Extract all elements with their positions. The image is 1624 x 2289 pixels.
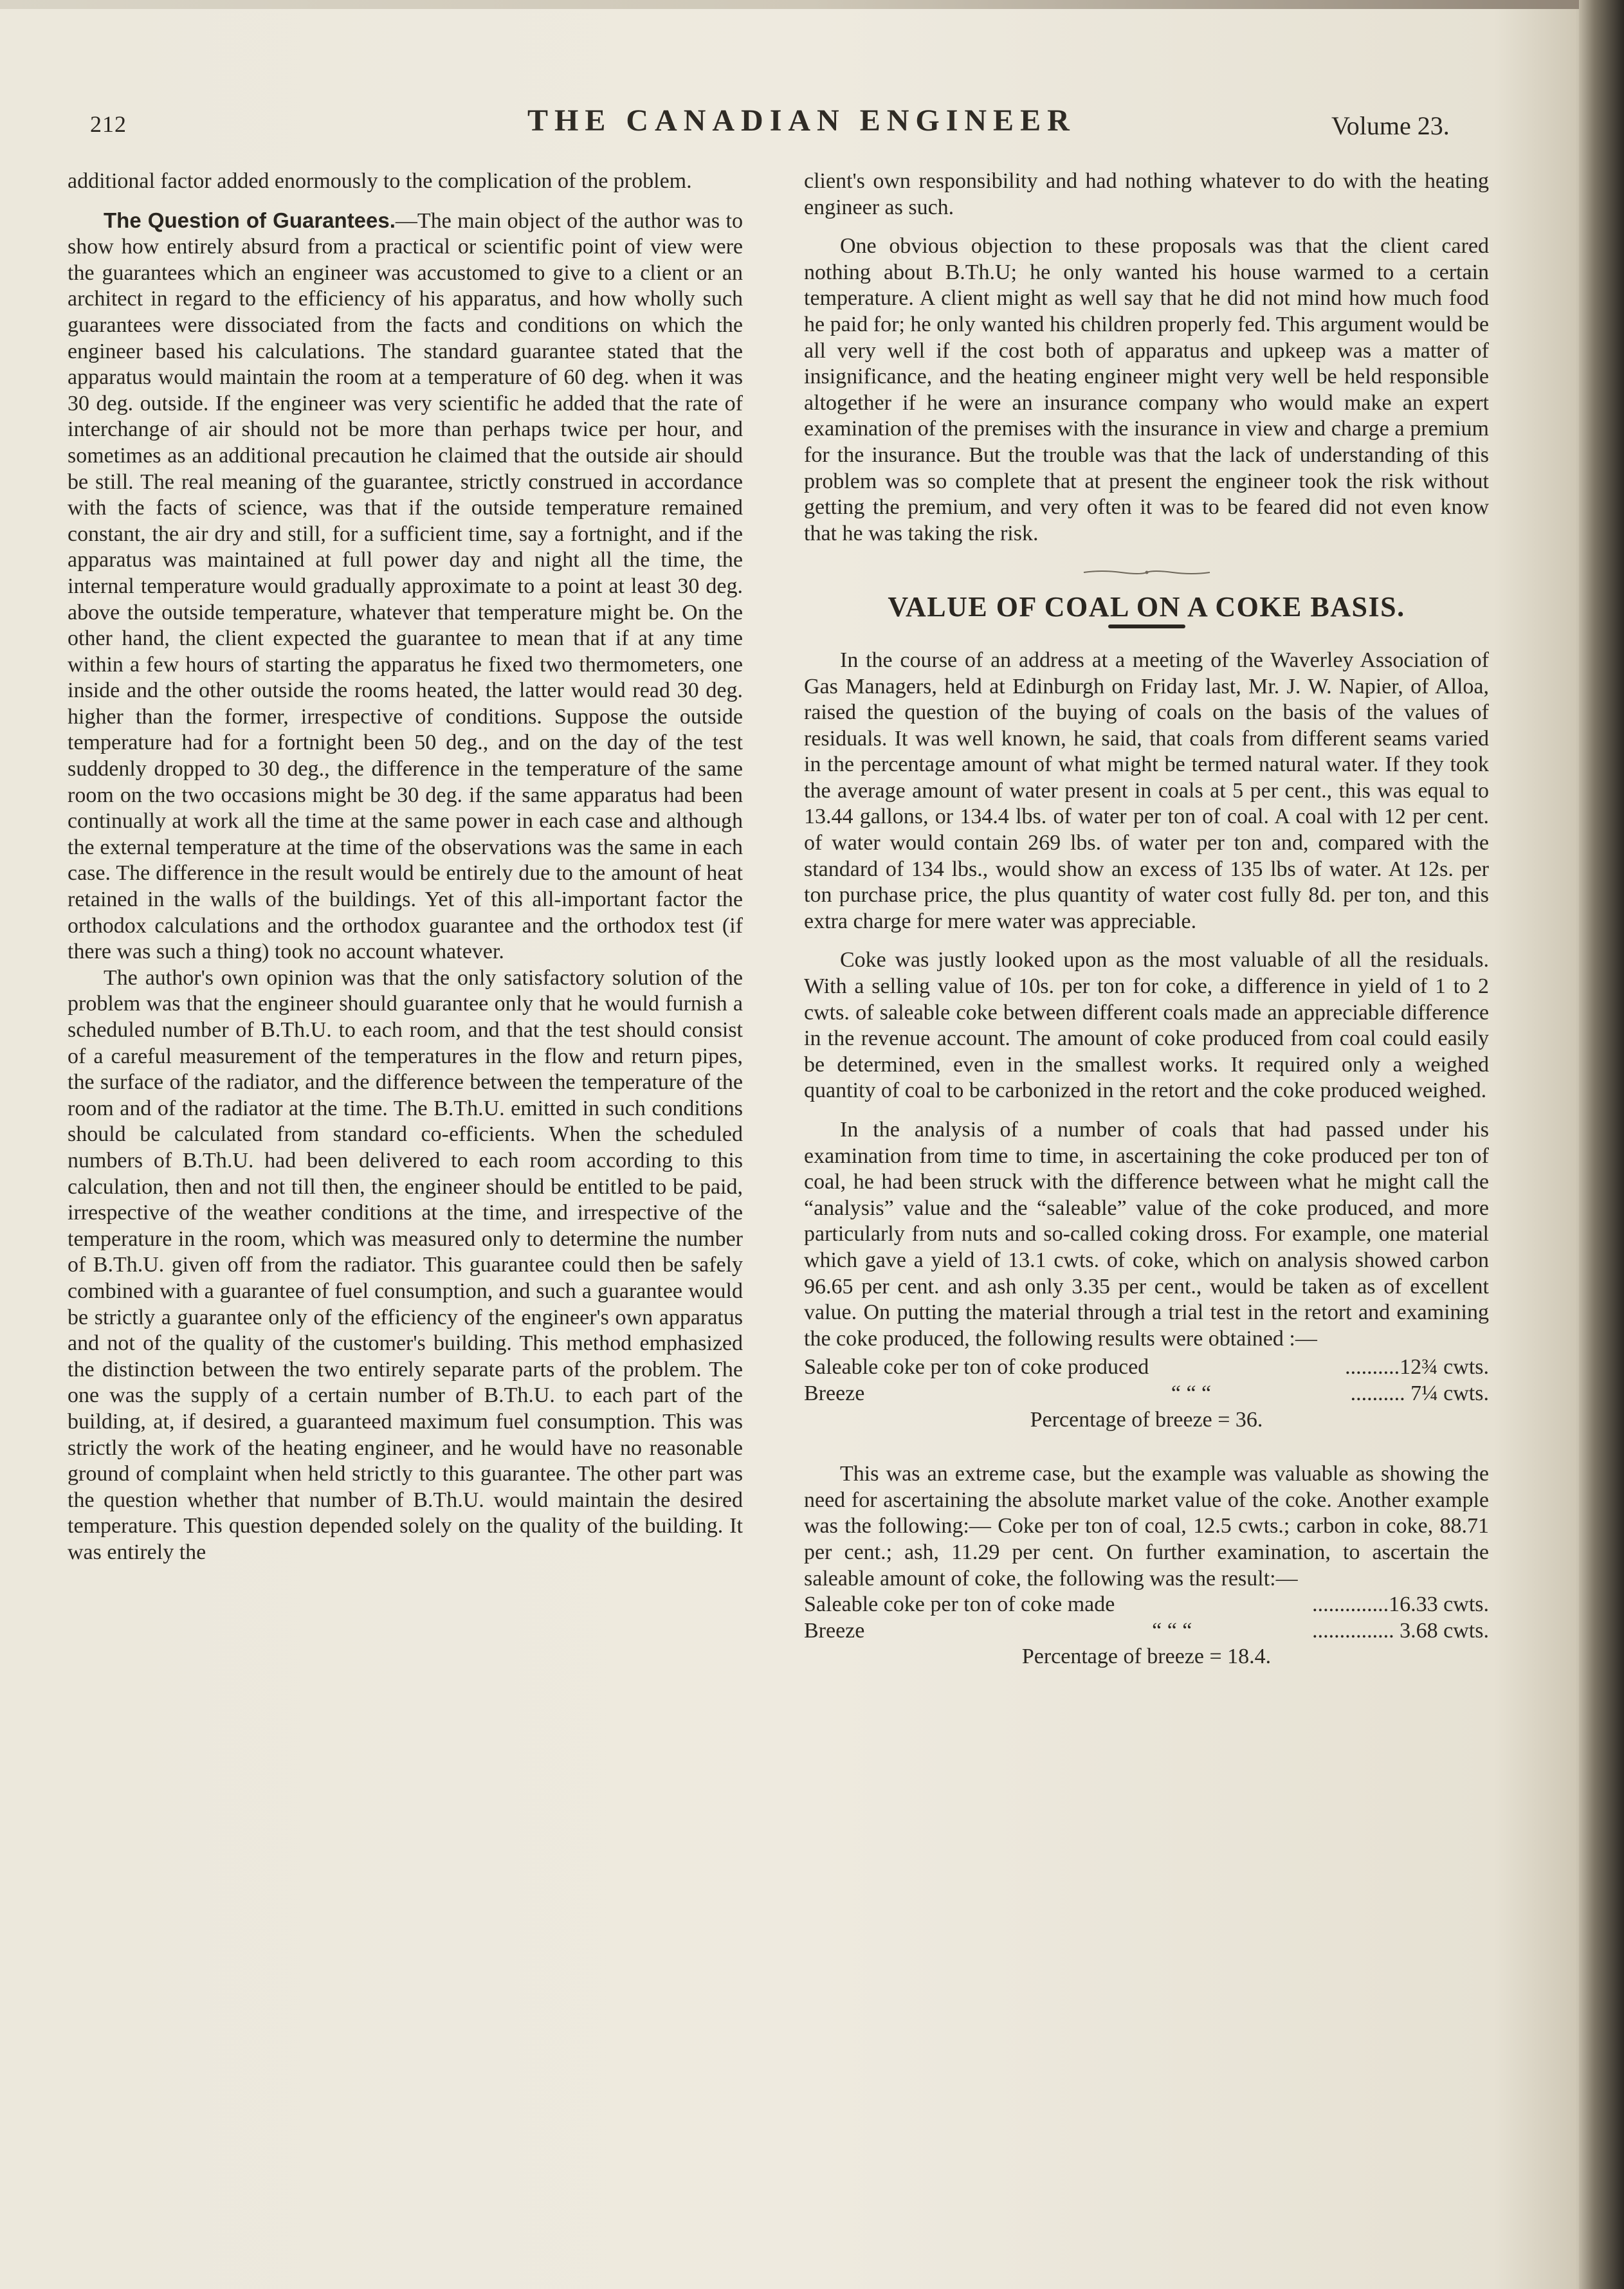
page-top-edge <box>0 0 1624 9</box>
left-paragraph-3: The author's own opinion was that the only satisfactory solution of the problem was that the engineer should guarantee only that he would furnish a scheduled number of B.Th.U. to each room, and that the test should consist of a careful measurement of the temperatures in the flow and return pipes, the surface of the radiator, and the difference between the temperature of the room and of the radiator at the time. The B.Th.U. emitted in such conditions should be calculated from standard co-efficients. When the scheduled numbers of B.Th.U. had been delivered to each room according to this calculation, then and not till then, the engineer should be entitled to be paid, irrespective of the weather conditions at the time, and irrespective of the temperature in the room, which was measured only to determine the number of B.Th.U. given off from the radiator. This guarantee could then be safely combined with a guarantee of fuel consumption, and such a guarantee would be strictly a guarantee only of the efficiency of the engineer's own apparatus and not of the quality of the customer's building. This method emphasized the distinction between the two entirely separate parts of the problem. The one was the supply of a certain number of B.Th.U. to each part of the building, at, if desired, a guaranteed maximum fuel consumption. This was strictly the work of the heating engineer, and he would have no reasonable ground of complaint when held strictly to this guarantee. The other part was the question whether that number of B.Th.U. would maintain the desired temperature. This question depended solely on the quality of the building. It was entirely the <box>68 965 743 1564</box>
volume-label: Volume 23. <box>1331 111 1450 140</box>
binding-shadow <box>1579 0 1624 2289</box>
table-row <box>804 1592 1489 1618</box>
row-label: Breeze <box>804 1381 865 1405</box>
right-paragraph-2: One obvious objection to these proposals was that the client cared nothing about B.Th.U; he only wanted his house warmed to a certain temperature. A client might as well say that he did not mind how much food he paid for; he only wanted his children properly fed. This argument would be all very well if the cost both of apparatus and upkeep was a matter of insignificance, and the heating engineer might very well be held responsible altogether if he were an insurance company who would make an expert examination of the premises with the insurance in view and charge a premium for the insurance. But the trouble was that the lack of understanding of this problem was so complete that at present the engineer took the risk without getting the premium, and very often it was to be feared did not even know that he was taking the risk. <box>804 234 1489 545</box>
guarantees-text: —The main object of the author was to show how entirely absurd from a practical or scientific point of view were the guarantees which an engineer was accustomed to give to a client or an architect in regard to the efficiency of his apparatus, and how wholly such guarantees were dissociated from the facts and conditions on which the engineer based his calculations. The standard guarantee stated that the apparatus would maintain the room at a temperature of 60 deg. when it was 30 deg. outside. If the engineer was very scientific he added that the rate of interchange of air should not be more than perhaps twice per hour, and sometimes as an additional precaution he claimed that the outside air should be still. The real meaning of the guarantee, strictly construed in accordance with the facts of science, was that if the outside temperature remained constant, the air dry and still, for a sufficient time, say a fortnight, and if the apparatus was maintained at full power day and night all the time, the internal temperature would gradually approximate to a point at least 30 deg. above the outside temperature, whatever that temperature might be. On the other hand, the client expected the guarantee to mean that if at any time within a few hours of starting the apparatus he fixed two thermometers, one inside and the other outside the rooms heated, the latter would read 30 deg. higher than the former, irrespective of conditions. Suppose the outside temperature had for a fortnight been 50 deg., and on the day of the test suddenly dropped to 30 deg., the difference in the temperature of the same room on the two occasions might be 30 deg. if the same apparatus had been continually at work all the time at the same power in each case and although the external temperature at the time of the observations was the same in each case. The difference in the result would be entirely due to the amount of heat retained in the walls of the buildings. Yet of this all-important factor the orthodox calculations and the orthodox guarantee and the orthodox test (if there was such a thing) took no account whatever. <box>68 208 743 964</box>
table-row <box>804 1381 1489 1407</box>
right-paragraph-1: client's own responsibility and had nothing whatever to do with the heating engineer as such. <box>804 169 1489 219</box>
row-label: Breeze <box>804 1618 865 1643</box>
guarantees-heading: The Question of Guarantees. <box>104 208 396 232</box>
row-value: ..............16.33 cwts. <box>1312 1592 1489 1617</box>
journal-title: THE CANADIAN ENGINEER <box>527 104 1076 138</box>
article-title: VALUE OF COAL ON A COKE BASIS. <box>888 591 1405 623</box>
right-paragraph-5: In the analysis of a number of coals that had passed under his examination from time to time, in ascertaining the coke produced per ton of coal, he had been struck with the difference between what he might call the “analysis” value and the “saleable” value of the coke produced, and more particularly from nuts and so-called coking dross. For example, one material which gave a yield of 13.1 cwts. of coke, which on analysis showed carbon 96.65 per cent. and ash only 3.35 per cent., would be taken as of excellent value. On putting the material through a trial test in the retort and examining the coke produced, the following results were obtained :— <box>804 1118 1489 1351</box>
table-result: Percentage of breeze = 36. <box>1030 1407 1263 1432</box>
row-label: Saleable coke per ton of coke made <box>804 1592 1115 1617</box>
section-divider-ornament <box>1082 569 1211 576</box>
running-header <box>0 103 1624 148</box>
right-paragraph-4: Coke was justly looked upon as the most valuable of all the residuals. With a selling value of 10s. per ton for coke, a difference in yield of 1 to 2 cwts. of saleable coke between different coals made an appreciable difference in the revenue account. The amount of coke produced from coal could easily be determined, even in the smallest works. It required only a weighed quantity of coal to be carbonized in the retort and the coke produced weighed. <box>804 948 1489 1103</box>
left-column <box>68 169 743 1565</box>
results-table-1 <box>804 1354 1489 1433</box>
ditto-marks: “ “ “ <box>1171 1381 1212 1405</box>
right-column <box>804 169 1489 1670</box>
results-table-2 <box>804 1592 1489 1670</box>
table-row <box>804 1618 1489 1645</box>
row-label: Saleable coke per ton of coke produced <box>804 1355 1149 1380</box>
page-number: 212 <box>90 111 127 137</box>
left-paragraph-2 <box>68 208 743 965</box>
table-row <box>804 1354 1489 1381</box>
row-value: .......... 7¼ cwts. <box>1350 1381 1489 1405</box>
right-paragraph-3: In the course of an address at a meeting of the Waverley Association of Gas Managers, held at Edinburgh on Friday last, Mr. J. W. Napier, of Alloa, raised the question of the buying of coals on the basis of the values of residuals. It was well known, he said, that coals from different seams varied in the percentage amount of what might be termed natural water. If they took the average amount of water present in coals at 5 per cent., this was equal to 13.44 gallons, or 134.4 lbs. of water per ton of coal. A coal with 12 per cent. of water would contain 269 lbs. of water per ton and, compared with the standard of 134 lbs., would show an excess of 135 lbs of water. At 12s. per ton purchase price, the plus quantity of water cost fully 8d. per ton, and this extra charge for mere water was appreciable. <box>804 648 1489 933</box>
row-value: ............... 3.68 cwts. <box>1312 1618 1489 1643</box>
title-rule <box>1108 625 1185 628</box>
row-value: ..........12¾ cwts. <box>1345 1355 1489 1380</box>
ditto-marks: “ “ “ <box>1152 1618 1192 1643</box>
right-paragraph-6: This was an extreme case, but the example was valuable as showing the need for ascertaining the absolute market value of the coke. Another example was the following:— Coke per ton of coal, 12.5 cwts.; carbon in coke, 88.71 per cent.; ash, 11.29 per cent. On further examination, to ascertain the saleable amount of coke, the following was the result:— <box>804 1462 1489 1591</box>
table-result: Percentage of breeze = 18.4. <box>1021 1645 1272 1669</box>
left-paragraph-1: additional factor added enormously to the complication of the problem. <box>68 169 692 193</box>
